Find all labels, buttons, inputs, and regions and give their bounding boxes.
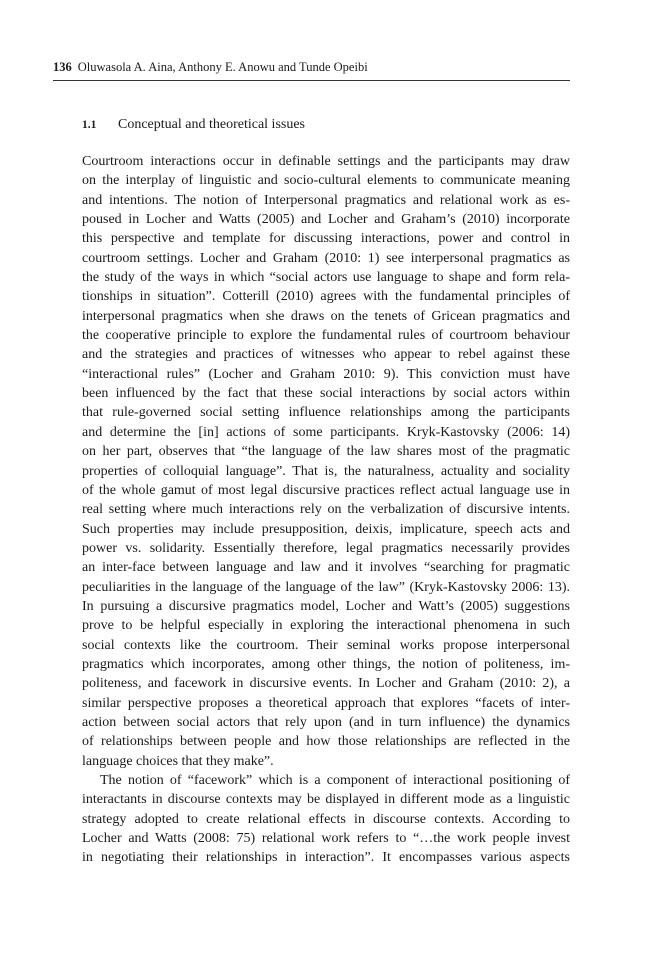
text-line: courtroom settings. Locher and Graham (2010: 1) see interpersonal pragmatics as: [82, 250, 570, 266]
section-number: 1.1: [82, 119, 97, 131]
page-number: 136: [53, 60, 72, 74]
text-line: Locher and Watts (2008: 75) relational work refers to “…the work people invest: [82, 831, 570, 847]
section-heading: [82, 115, 570, 135]
text-line: “interactional rules” (Locher and Graham 2010: 9). This conviction must have: [82, 366, 570, 382]
text-line: been influenced by the fact that these social interactions by social actors within: [82, 386, 570, 402]
text-line: this perspective and template for discussing interactions, power and control in: [82, 231, 570, 247]
text-line: the study of the ways in which “social actors use language to shape and form rela-: [82, 270, 570, 286]
header-rule: [53, 80, 570, 81]
text-line: on the interplay of linguistic and socio-cultural elements to communicate meaning: [82, 173, 570, 189]
body-text: [82, 152, 570, 868]
text-line: properties of colloquial language”. That is, the naturalness, actuality and sociality: [82, 463, 570, 479]
text-line: language choices that they make”.: [82, 753, 274, 769]
text-line: interactants in discourse contexts may be displayed in different mode as a linguistic: [82, 792, 570, 808]
text-line: of relationships between people and how those relationships are reflected in the: [82, 734, 570, 750]
text-line: social contexts like the courtroom. Their seminal works propose interpersonal: [82, 637, 570, 653]
text-line: the cooperative principle to explore the fundamental rules of courtroom behaviour: [82, 328, 570, 344]
text-line: and the strategies and practices of witnesses who appear to rebel against these: [82, 347, 570, 363]
paragraph: [82, 771, 570, 868]
text-line: tionships in situation”. Cotterill (2010) agrees with the fundamental principles of: [82, 289, 570, 305]
text-line: and intentions. The notion of Interpersonal pragmatics and relational work as es-: [82, 192, 570, 208]
running-head: [53, 58, 570, 80]
text-line: Such properties may include presupposition, deixis, implicature, speech acts and: [82, 521, 570, 537]
text-line: that rule-governed social setting influence relationships among the participants: [82, 405, 570, 421]
text-line: in negotiating their relationships in interaction”. It encompasses various aspects: [82, 850, 570, 866]
text-line: pragmatics which incorporates, among other things, the notion of politeness, im-: [82, 656, 570, 672]
text-line: action between social actors that rely upon (and in turn influence) the dynamics: [82, 714, 570, 730]
text-line: In pursuing a discursive pragmatics model, Locher and Watt’s (2005) suggestions: [82, 598, 570, 614]
text-line: peculiarities in the language of the language of the law” (Kryk-Kastovsky 2006: 13).: [82, 579, 570, 595]
running-head-authors: Oluwasola A. Aina, Anthony E. Anowu and Tunde Opeibi: [77, 60, 368, 74]
text-line: strategy adopted to create relational effects in discourse contexts. According to: [82, 811, 570, 827]
text-line: politeness, and facework in discursive events. In Locher and Graham (2010: 2), a: [82, 676, 570, 692]
text-line: Courtroom interactions occur in definable settings and the participants may draw: [82, 154, 570, 169]
text-line: power vs. solidarity. Essentially therefore, legal pragmatics necessarily provides: [82, 540, 570, 556]
text-line: of the whole gamut of most legal discursive practices reflect actual language use in: [82, 482, 570, 498]
text-line: similar perspective proposes a theoretical approach that explores “facets of inter-: [82, 695, 570, 711]
text-line: poused in Locher and Watts (2005) and Locher and Graham’s (2010) incorporate: [82, 212, 570, 228]
text-line: on her part, observes that “the language of the law shares most of the pragmatic: [82, 444, 570, 460]
text-line: real setting where much interactions rely on the verbalization of discursive intents.: [82, 502, 570, 518]
text-line: The notion of “facework” which is a component of interactional positioning of: [100, 773, 570, 788]
text-line: and determine the [in] actions of some participants. Kryk-Kastovsky (2006: 14): [82, 424, 570, 440]
text-line: interpersonal pragmatics when she draws on the tenets of Gricean pragmatics and: [82, 308, 570, 324]
section-title: Conceptual and theoretical issues: [118, 117, 305, 132]
paragraph: [82, 152, 570, 771]
text-line: an inter-face between language and law and it involves “searching for pragmatic: [82, 560, 570, 576]
text-line: prove to be helpful especially in exploring the interactional phenomena in such: [82, 618, 570, 634]
